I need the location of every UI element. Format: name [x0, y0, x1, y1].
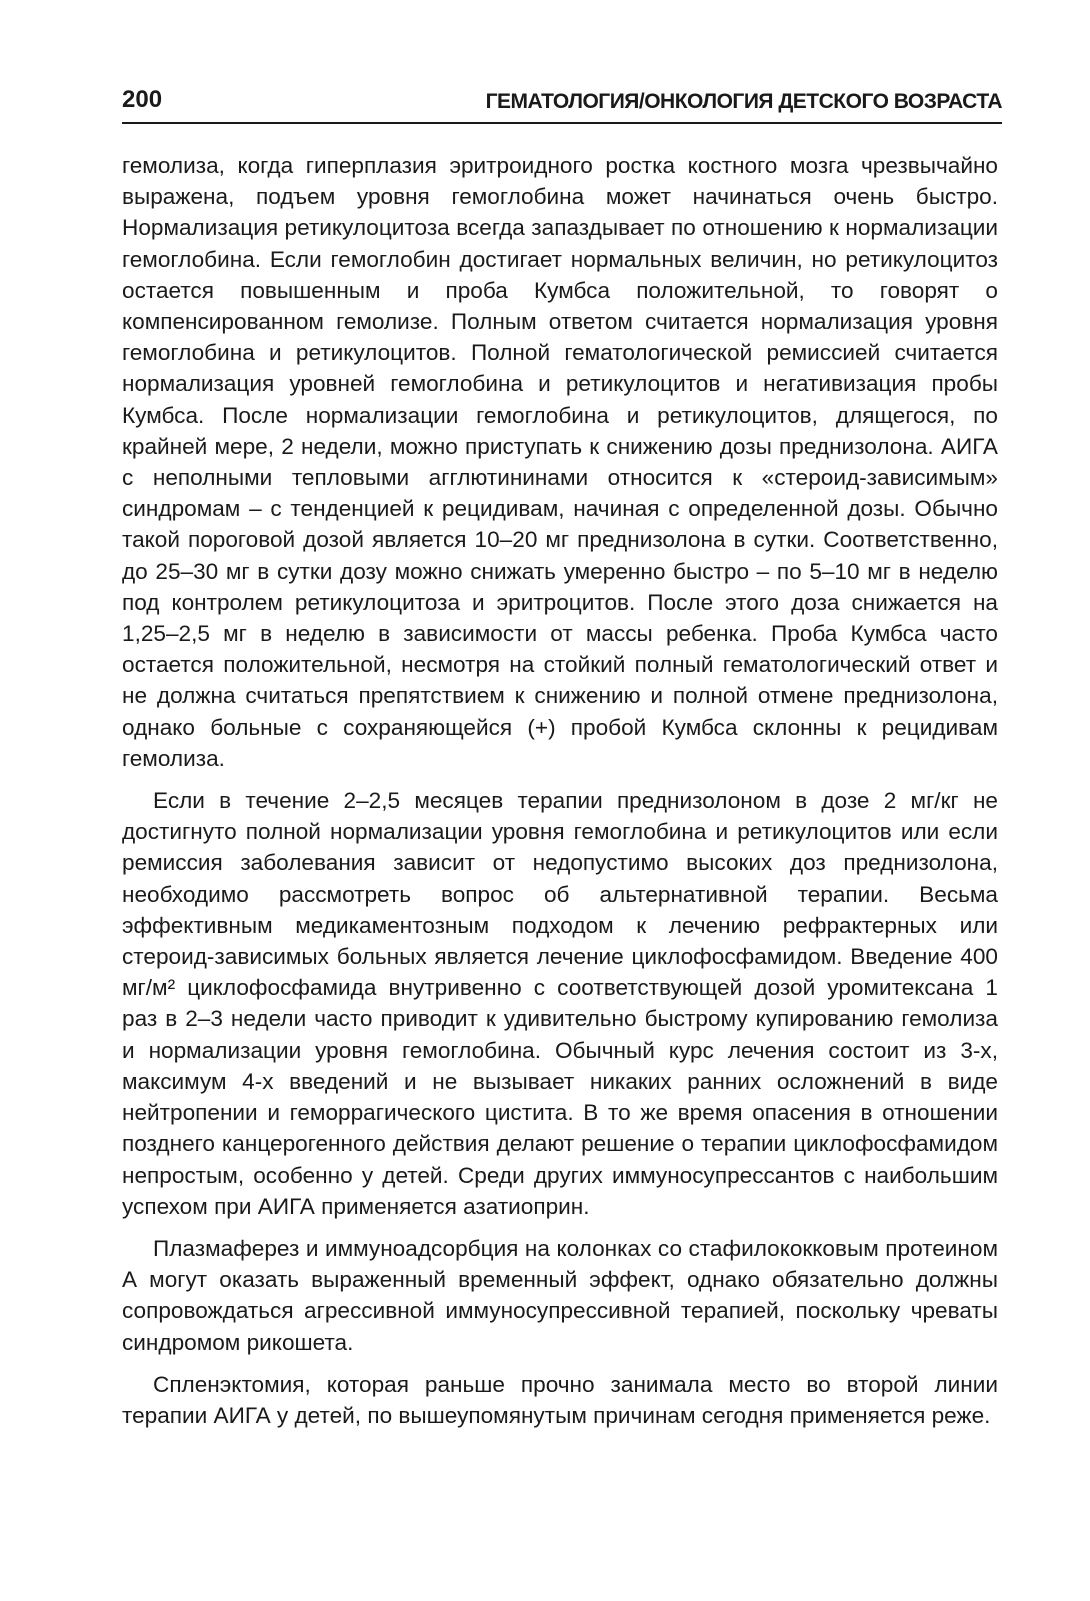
body-text: [122, 150, 998, 1442]
paragraph: гемолиза, когда гиперплазия эритроидного ростка костного мозга чрезвычайно выражена, подъем уровня гемоглобина может начинаться очень быстро. Нормализация ретикулоцитоза всегда запаздывает по отношению к нормализации гемоглобина. Если гемоглобин достигает нормальных величин, но ретикулоцитоз остается повышенным и проба Кумбса положительной, то говорят о компенсированном гемолизе. Полным ответом считается нормализация уровня гемоглобина и ретикулоцитов. Полной гематологической ремиссией считается нормализация уровней гемоглобина и ретикулоцитов и негативизация пробы Кумбса. После нормализации гемоглобина и ретикулоцитов, длящегося, по крайней мере, 2 недели, можно приступать к снижению дозы преднизолона. АИГА с неполными тепловыми агглютининами относится к «стероид-зависимым» синдромам – с тенденцией к рецидивам, начиная с определенной дозы. Обычно такой пороговой дозой является 10–20 мг преднизолона в сутки. Соответственно, до 25–30 мг в сутки дозу можно снижать умеренно быстро – по 5–10 мг в неделю под контролем ретикулоцитоза и эритроцитов. После этого доза снижается на 1,25–2,5 мг в неделю в зависимости от массы ребенка. Проба Кумбса часто остается положительной, несмотря на стойкий полный гематологический ответ и не должна считаться препятствием к снижению и полной отмене преднизолона, однако больные с сохраняющейся (+) пробой Кумбса склонны к рецидивам гемолиза.: [122, 153, 998, 771]
page-header: [122, 84, 1002, 124]
page-number: 200: [122, 86, 163, 113]
paragraph: Если в течение 2–2,5 месяцев терапии преднизолоном в дозе 2 мг/кг не достигнуто полной нормализации уровня гемоглобина и ретикулоцитов или если ремиссия заболевания зависит от недопустимо высоких доз преднизолона, необходимо рассмотреть вопрос об альтернативной терапии. Весьма эффективным медикаментозным подходом к лечению рефрактерных или стероид-зависимых больных является лечение циклофосфамидом. Введение 400 мг/м² циклофосфамида внутривенно с соответствующей дозой уромитексана 1 раз в 2–3 недели часто приводит к удивительно быстрому купированию гемолиза и нормализации уровня гемоглобина. Обычный курс лечения состоит из 3-х, максимум 4-х введений и не вызывает никаких ранних осложнений в виде нейтропении и геморрагического цистита. В то же время опасения в отношении позднего канцерогенного действия делают решение о терапии циклофосфамидом непростым, особенно у детей. Среди других иммуносупрессантов с наибольшим успехом при АИГА применяется азатиоприн.: [122, 788, 998, 1219]
running-title: ГЕМАТОЛОГИЯ/ОНКОЛОГИЯ ДЕТСКОГО ВОЗРАСТА: [485, 90, 1002, 113]
paragraph: Спленэктомия, которая раньше прочно занимала место во второй линии терапии АИГА у детей, по вышеупомянутым причинам сегодня применяется реже.: [122, 1371, 998, 1428]
paragraph: Плазмаферез и иммуноадсорбция на колонках со стафилококковым протеином А могут оказать выраженный временный эффект, однако обязательно должны сопровождаться агрессивной иммуносупрессивной терапией, поскольку чреваты синдромом рикошета.: [122, 1235, 998, 1355]
header-rule: [122, 122, 1002, 124]
